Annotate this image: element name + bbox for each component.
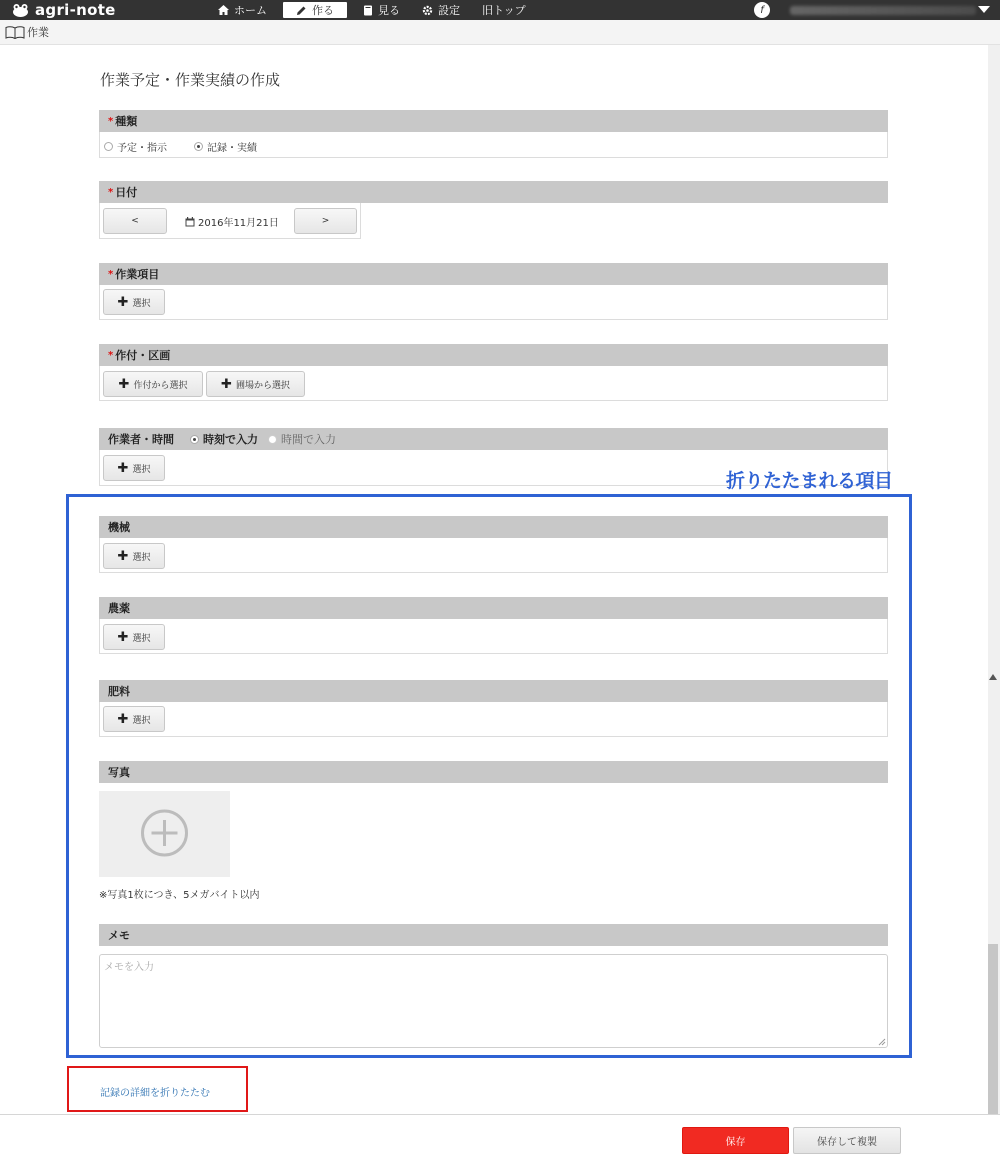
plus-icon: ✚: [117, 460, 129, 476]
fertilizer-select-label: 選択: [132, 715, 151, 726]
radio-record-label: 記録・実績: [207, 143, 257, 154]
fertilizer-label: 肥料: [108, 685, 130, 698]
select-from-crop-button[interactable]: [103, 371, 203, 397]
kind-label: 種類: [115, 115, 138, 128]
frog-logo-icon: [12, 3, 29, 17]
date-section-header: [99, 181, 888, 203]
plus-icon: ✚: [117, 711, 129, 727]
crop-label: 作付・区画: [115, 349, 171, 362]
required-mark: *: [108, 268, 114, 280]
nav-settings-label: 設定: [438, 4, 460, 17]
main-nav: [212, 0, 542, 20]
task-section-header: [99, 263, 888, 285]
task-select-label: 選択: [132, 298, 151, 309]
page-title: 作業予定・作業実績の作成: [100, 71, 281, 89]
radio-plan[interactable]: [104, 142, 113, 151]
save-button[interactable]: 保存: [682, 1127, 789, 1154]
nav-settings[interactable]: [416, 2, 466, 18]
breadcrumb-label: 作業: [27, 26, 49, 39]
calendar-icon: [185, 217, 195, 227]
photo-label: 写真: [108, 766, 130, 779]
radio-record[interactable]: [194, 142, 203, 151]
user-name-blurred: [790, 6, 976, 15]
user-menu[interactable]: [754, 0, 976, 20]
kind-section-header: [99, 110, 888, 132]
required-mark: *: [108, 349, 114, 361]
save-and-duplicate-button[interactable]: 保存して複製: [793, 1127, 901, 1154]
nav-old-top[interactable]: [476, 2, 532, 18]
select-from-field-button[interactable]: [206, 371, 305, 397]
worker-label: 作業者・時間: [108, 433, 174, 446]
plus-icon: ✚: [117, 294, 129, 310]
machinery-label: 機械: [108, 521, 130, 534]
radio-duration-label: 時間で入力: [281, 433, 336, 446]
caret-down-icon[interactable]: [978, 6, 990, 13]
radio-clock-time-label: 時刻で入力: [203, 433, 258, 446]
scroll-up-icon[interactable]: [989, 674, 997, 680]
nav-view[interactable]: [357, 2, 406, 18]
plus-icon: ✚: [118, 376, 130, 392]
date-prev-button[interactable]: <: [103, 208, 167, 234]
pencil-icon: [296, 5, 307, 16]
section-breadcrumb: [0, 20, 1000, 45]
radio-clock-time[interactable]: [190, 435, 199, 444]
nav-old-top-label: 旧トップ: [482, 4, 526, 17]
gear-icon: [422, 5, 433, 16]
nav-create[interactable]: [283, 2, 347, 18]
collapsible-area-annotation-label: 折りたたまれる項目: [726, 470, 893, 492]
crop-section-header: [99, 344, 888, 366]
worker-mode-time[interactable]: [190, 431, 258, 447]
kind-option-plan[interactable]: [104, 139, 167, 154]
date-label: 日付: [115, 186, 138, 199]
select-from-field-label: 圃場から選択: [235, 380, 290, 391]
radio-duration[interactable]: [268, 435, 277, 444]
machinery-select-label: 選択: [132, 552, 151, 563]
plus-icon: ✚: [117, 629, 129, 645]
select-from-crop-label: 作付から選択: [133, 380, 188, 391]
task-label: 作業項目: [115, 268, 160, 281]
open-book-icon: [5, 26, 25, 39]
collapse-details-link[interactable]: 記録の詳細を折りたたむ: [100, 1088, 210, 1099]
scrollbar-thumb[interactable]: [988, 944, 998, 1114]
nav-view-label: 見る: [378, 4, 400, 17]
task-section-body: [99, 285, 888, 320]
plus-icon: ✚: [117, 548, 129, 564]
nav-create-label: 作る: [312, 4, 334, 17]
pesticide-select-label: 選択: [132, 633, 151, 644]
nav-home[interactable]: [212, 2, 273, 18]
required-mark: *: [108, 115, 114, 127]
collapsible-area-annotation: [66, 494, 912, 1058]
task-select-button[interactable]: [103, 289, 165, 315]
home-icon: [218, 5, 229, 15]
worker-mode-duration[interactable]: [268, 431, 336, 447]
user-avatar: f: [754, 2, 770, 18]
photo-size-note: ※写真1枚につき、5メガバイト以内: [99, 890, 260, 901]
app-logo[interactable]: [12, 0, 116, 20]
worker-select-button[interactable]: [103, 455, 165, 481]
radio-plan-label: 予定・指示: [117, 143, 167, 154]
top-nav-bar: [0, 0, 1000, 20]
memo-label: メモ: [108, 929, 130, 942]
worker-select-label: 選択: [132, 464, 151, 475]
plus-icon: ✚: [221, 376, 232, 392]
nav-home-label: ホーム: [234, 4, 267, 17]
kind-option-record[interactable]: [194, 139, 257, 154]
date-display[interactable]: [185, 214, 279, 229]
app-logo-text: agri-note: [35, 1, 116, 19]
date-next-button[interactable]: >: [294, 208, 357, 234]
book-icon: [363, 5, 373, 16]
date-value: 2016年11月21日: [198, 218, 279, 229]
worker-section-header: [99, 428, 888, 450]
pesticide-label: 農薬: [108, 602, 130, 615]
required-mark: *: [108, 186, 114, 198]
